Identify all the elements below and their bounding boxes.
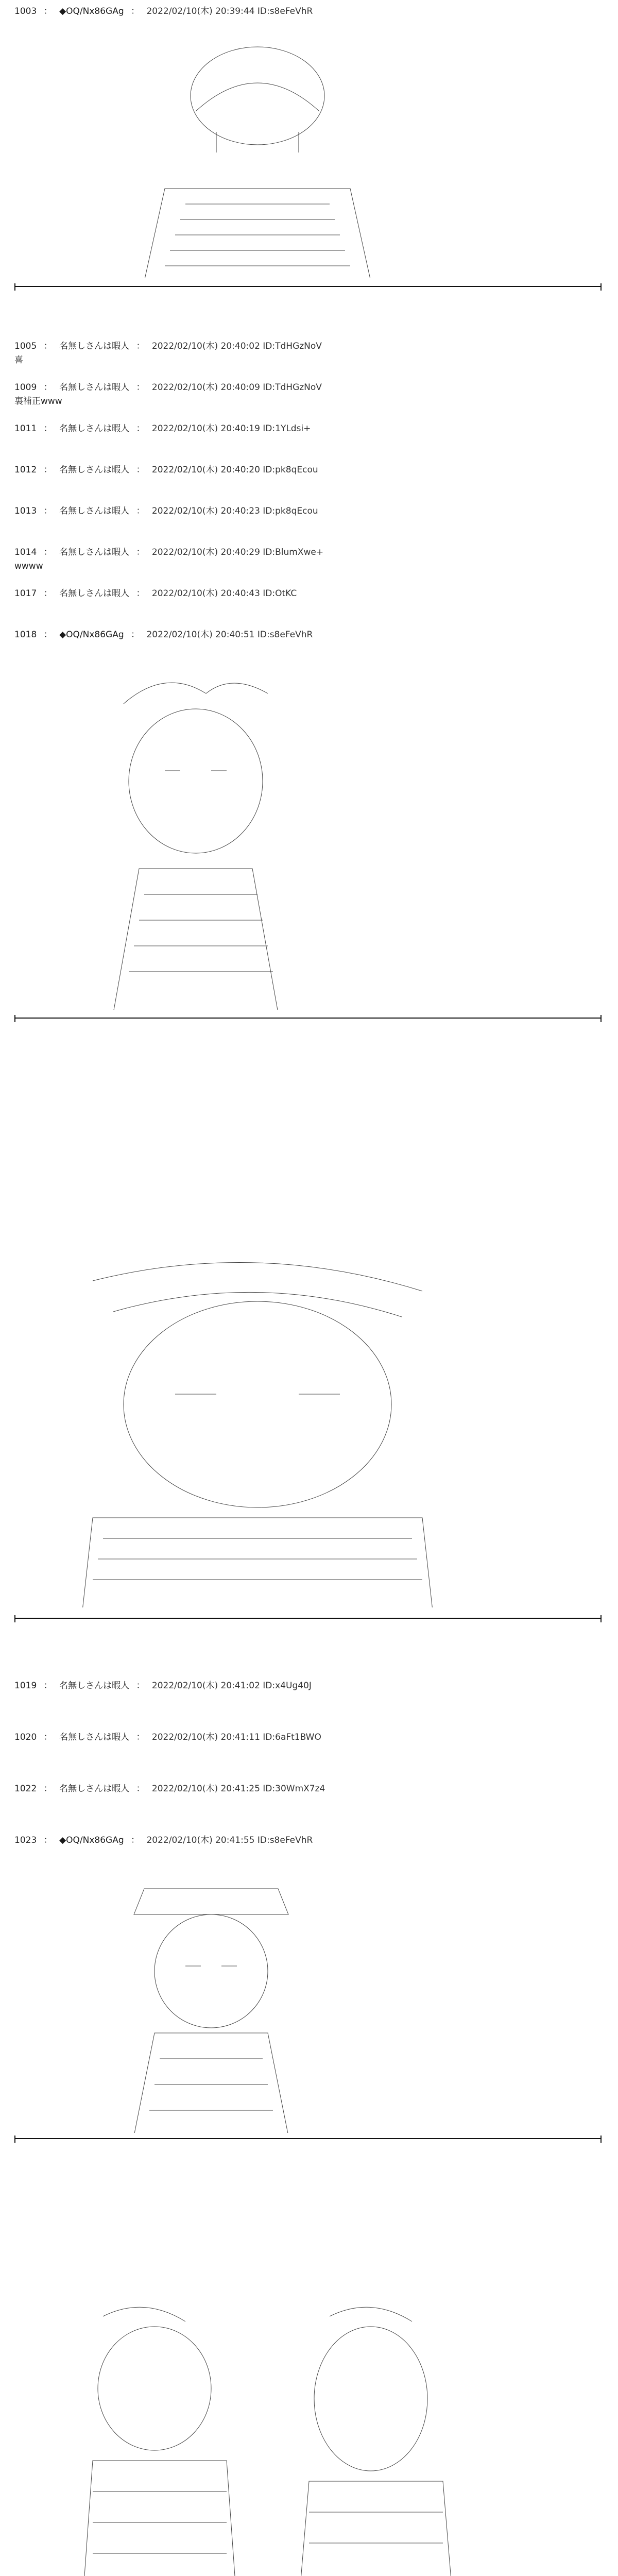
post-1022 [14,1783,602,1795]
post-separator: ： [136,1732,145,1742]
post-name: 名無しさんは暇人 [59,465,130,475]
post-number[interactable]: 1005 [14,341,37,351]
post-header [14,422,602,435]
post-name: 名無しさんは暇人 [59,341,130,351]
post-separator: ： [136,341,145,351]
post-separator: ： [136,1681,145,1691]
post-header [14,1783,602,1795]
post-1011 [14,422,602,435]
post-header [14,1680,602,1692]
post-number[interactable]: 1020 [14,1732,37,1742]
post-name: 名無しさんは暇人 [59,1732,130,1742]
post-separator: ： [43,547,53,557]
post-separator: ： [43,6,53,16]
post-number[interactable]: 1012 [14,465,37,475]
post-separator: ： [43,1681,53,1691]
post-1018 [14,629,602,641]
post-separator: ： [43,630,53,640]
post-header [14,340,602,353]
post-name: ◆OQ/Nx86GAg [59,6,124,16]
post-date: 2022/02/10(木) 20:40:02 ID:TdHGzNoV [151,341,322,351]
post-1023 [14,1834,602,1847]
post-body: 裏補正www [14,396,62,406]
post-separator: ： [136,1784,145,1794]
post-header [14,629,602,641]
ascii-art-figure [62,21,453,278]
post-1003 [14,5,602,18]
post-header [14,587,602,600]
post-separator: ： [43,506,53,516]
post-name: 名無しさんは暇人 [59,1681,130,1691]
post-header [14,546,602,559]
post-1005 [14,340,602,366]
post-name: 名無しさんは暇人 [59,547,130,557]
post-number[interactable]: 1003 [14,6,37,16]
post-separator: ： [136,423,145,434]
post-body: 喜 [14,354,23,365]
section-divider [14,1618,602,1619]
post-separator: ： [136,382,145,393]
post-date: 2022/02/10(木) 20:41:25 ID:30WmX7z4 [151,1784,325,1794]
post-name: 名無しさんは暇人 [59,382,130,393]
post-separator: ： [43,588,53,599]
post-separator: ： [43,423,53,434]
post-name: 名無しさんは暇人 [59,423,130,434]
post-number[interactable]: 1011 [14,423,37,434]
post-date: 2022/02/10(木) 20:40:51 ID:s8eFeVhR [146,630,313,640]
post-header [14,1731,602,1744]
post-header [14,505,602,518]
post-1013 [14,505,602,518]
post-header [14,5,602,18]
post-date: 2022/02/10(木) 20:40:29 ID:BlumXwe+ [151,547,324,557]
post-number[interactable]: 1014 [14,547,37,557]
post-separator: ： [43,341,53,351]
post-separator: ： [136,506,145,516]
post-name: 名無しさんは暇人 [59,506,130,516]
post-separator: ： [136,547,145,557]
post-number[interactable]: 1017 [14,588,37,599]
post-number[interactable]: 1013 [14,506,37,516]
ascii-art-figure [62,649,453,1010]
post-body: wwww [14,561,43,571]
post-separator: ： [43,1732,53,1742]
section-divider [14,1018,602,1019]
post-header [14,1834,602,1847]
post-1012 [14,464,602,477]
post-separator: ： [43,1835,53,1845]
post-1014 [14,546,602,572]
post-date: 2022/02/10(木) 20:40:43 ID:OtKC [151,588,297,599]
post-separator: ： [136,465,145,475]
post-name: ◆OQ/Nx86GAg [59,1835,124,1845]
post-number[interactable]: 1023 [14,1835,37,1845]
section-divider [14,286,602,287]
post-1019 [14,1680,602,1692]
post-1017 [14,587,602,600]
post-header [14,464,602,477]
post-number[interactable]: 1009 [14,382,37,393]
post-1020 [14,1731,602,1744]
post-date: 2022/02/10(木) 20:41:55 ID:s8eFeVhR [146,1835,313,1845]
post-date: 2022/02/10(木) 20:40:19 ID:1YLdsi+ [151,423,311,434]
post-separator: ： [131,6,140,16]
post-number[interactable]: 1019 [14,1681,37,1691]
post-header [14,381,602,394]
post-separator: ： [43,382,53,393]
post-separator: ： [136,588,145,599]
post-name: 名無しさんは暇人 [59,588,130,599]
post-date: 2022/02/10(木) 20:40:23 ID:pk8qEcou [151,506,318,516]
ascii-art-figure [62,1855,453,2133]
post-separator: ： [131,1835,140,1845]
post-date: 2022/02/10(木) 20:41:11 ID:6aFt1BWO [151,1732,321,1742]
section-divider [14,2138,602,2139]
post-separator: ： [43,1784,53,1794]
post-date: 2022/02/10(木) 20:41:02 ID:x4Ug40J [151,1681,312,1691]
post-name: ◆OQ/Nx86GAg [59,630,124,640]
post-date: 2022/02/10(木) 20:39:44 ID:s8eFeVhR [146,6,313,16]
post-number[interactable]: 1022 [14,1784,37,1794]
ascii-art-figure [62,1236,453,1607]
post-name: 名無しさんは暇人 [59,1784,130,1794]
ascii-art-figure [62,2282,453,2576]
post-date: 2022/02/10(木) 20:40:20 ID:pk8qEcou [151,465,318,475]
post-1009 [14,381,602,408]
post-separator: ： [131,630,140,640]
post-number[interactable]: 1018 [14,630,37,640]
post-separator: ： [43,465,53,475]
post-date: 2022/02/10(木) 20:40:09 ID:TdHGzNoV [151,382,322,393]
